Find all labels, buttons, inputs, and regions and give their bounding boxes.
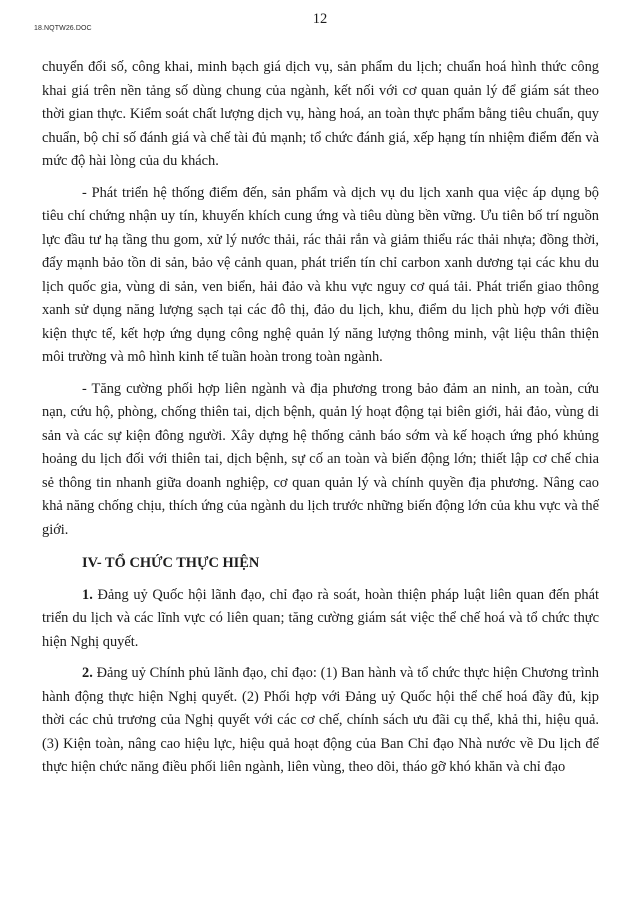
document-file-name: 18.NQTW26.DOC (34, 25, 92, 32)
paragraph-safety-coordination: - Tăng cường phối hợp liên ngành và địa phương trong bảo đảm an ninh, an toàn, cứu nạn, cứu hộ, phòng, chống thiên tai, dịch bệnh, quản lý hoạt động tại biên giới, hải đảo, vùng di sản và các sự kiện đông người. Xây dựng hệ thống cảnh báo sớm và kế hoạch ứng phó khủng hoảng du lịch đối với thiên tai, dịch bệnh, sự cố an toàn và biến động lớn; thiết lập cơ chế chia sẻ thông tin nhanh giữa doanh nghiệp, cơ quan quản lý và chính quyền địa phương. Nâng cao khả năng chống chịu, thích ứng của ngành du lịch trước những biến động lớn của khu vực và thế giới. (42, 380, 599, 538)
page-number: 12 (312, 11, 328, 27)
paragraph-item-2 (42, 662, 599, 780)
item-text: Đảng uỷ Chính phủ lãnh đạo, chỉ đạo: (1) Ban hành và tổ chức thực hiện Chương trình hành động thực hiện Nghị quyết. (2) Phối hợp với Đảng uỷ Quốc hội thể chế hoá đầy đủ, kịp thời các chủ trương của Nghị quyết với các cơ chế, chính sách ưu đãi cụ thể, khả thi, hiệu quả. (3) Kiện toàn, nâng cao hiệu lực, hiệu quả hoạt động của Ban Chỉ đạo Nhà nước về Du lịch để thực hiện chức năng điều phối liên ngành, liên vùng, theo dõi, tháo gỡ khó khăn và chỉ đạo (42, 665, 599, 775)
item-text: Đảng uỷ Quốc hội lãnh đạo, chỉ đạo rà soát, hoàn thiện pháp luật liên quan đến phát triển du lịch và các lĩnh vực có liên quan; tăng cường giám sát việc thể chế hoá và tổ chức thực hiện Nghị quyết. (42, 586, 599, 650)
paragraph-continuation: chuyển đổi số, công khai, minh bạch giá dịch vụ, sản phẩm du lịch; chuẩn hoá hình thức công khai giá trên nền tảng số dùng chung của ngành, kết nối với cơ quan quản lý để giám sát theo thời gian thực. Kiểm soát chất lượng dịch vụ, hàng hoá, an toàn thực phẩm bằng tiêu chuẩn, quy chuẩn, bộ chỉ số đánh giá và chế tài đủ mạnh; tổ chức đánh giá, xếp hạng tín nhiệm điểm đến và mức độ hài lòng của du khách. (42, 59, 599, 169)
item-number: 2. (82, 665, 93, 681)
paragraph-green-tourism: - Phát triển hệ thống điểm đến, sản phẩm và dịch vụ du lịch xanh qua việc áp dụng bộ tiêu chí chứng nhận uy tín, khuyến khích cung ứng và tiêu dùng bền vững. Ưu tiên bố trí nguồn lực đầu tư hạ tầng thu gom, xử lý nước thải, rác thải rắn và giảm thiểu rác thải nhựa; đồng thời, đẩy mạnh bảo tồn di sản, bảo vệ cảnh quan, phát triển tín chỉ carbon xanh dương tại các khu du lịch quốc gia, vùng di sản, ven biển, hải đảo và khu vực nguy cơ quá tải. Phát triển giao thông xanh sử dụng năng lượng sạch tại các đô thị, đảo du lịch, khu, điểm du lịch phù hợp với điều kiện thực tế, kết hợp ứng dụng công nghệ quản lý năng lượng thông minh, vật liệu thân thiện môi trường và mô hình kinh tế tuần hoàn trong toàn ngành. (42, 184, 599, 365)
section-heading: IV- TỔ CHỨC THỰC HIỆN (82, 555, 260, 571)
item-number: 1. (82, 586, 93, 603)
document-body (42, 56, 599, 780)
paragraph-item-1 (42, 584, 599, 655)
